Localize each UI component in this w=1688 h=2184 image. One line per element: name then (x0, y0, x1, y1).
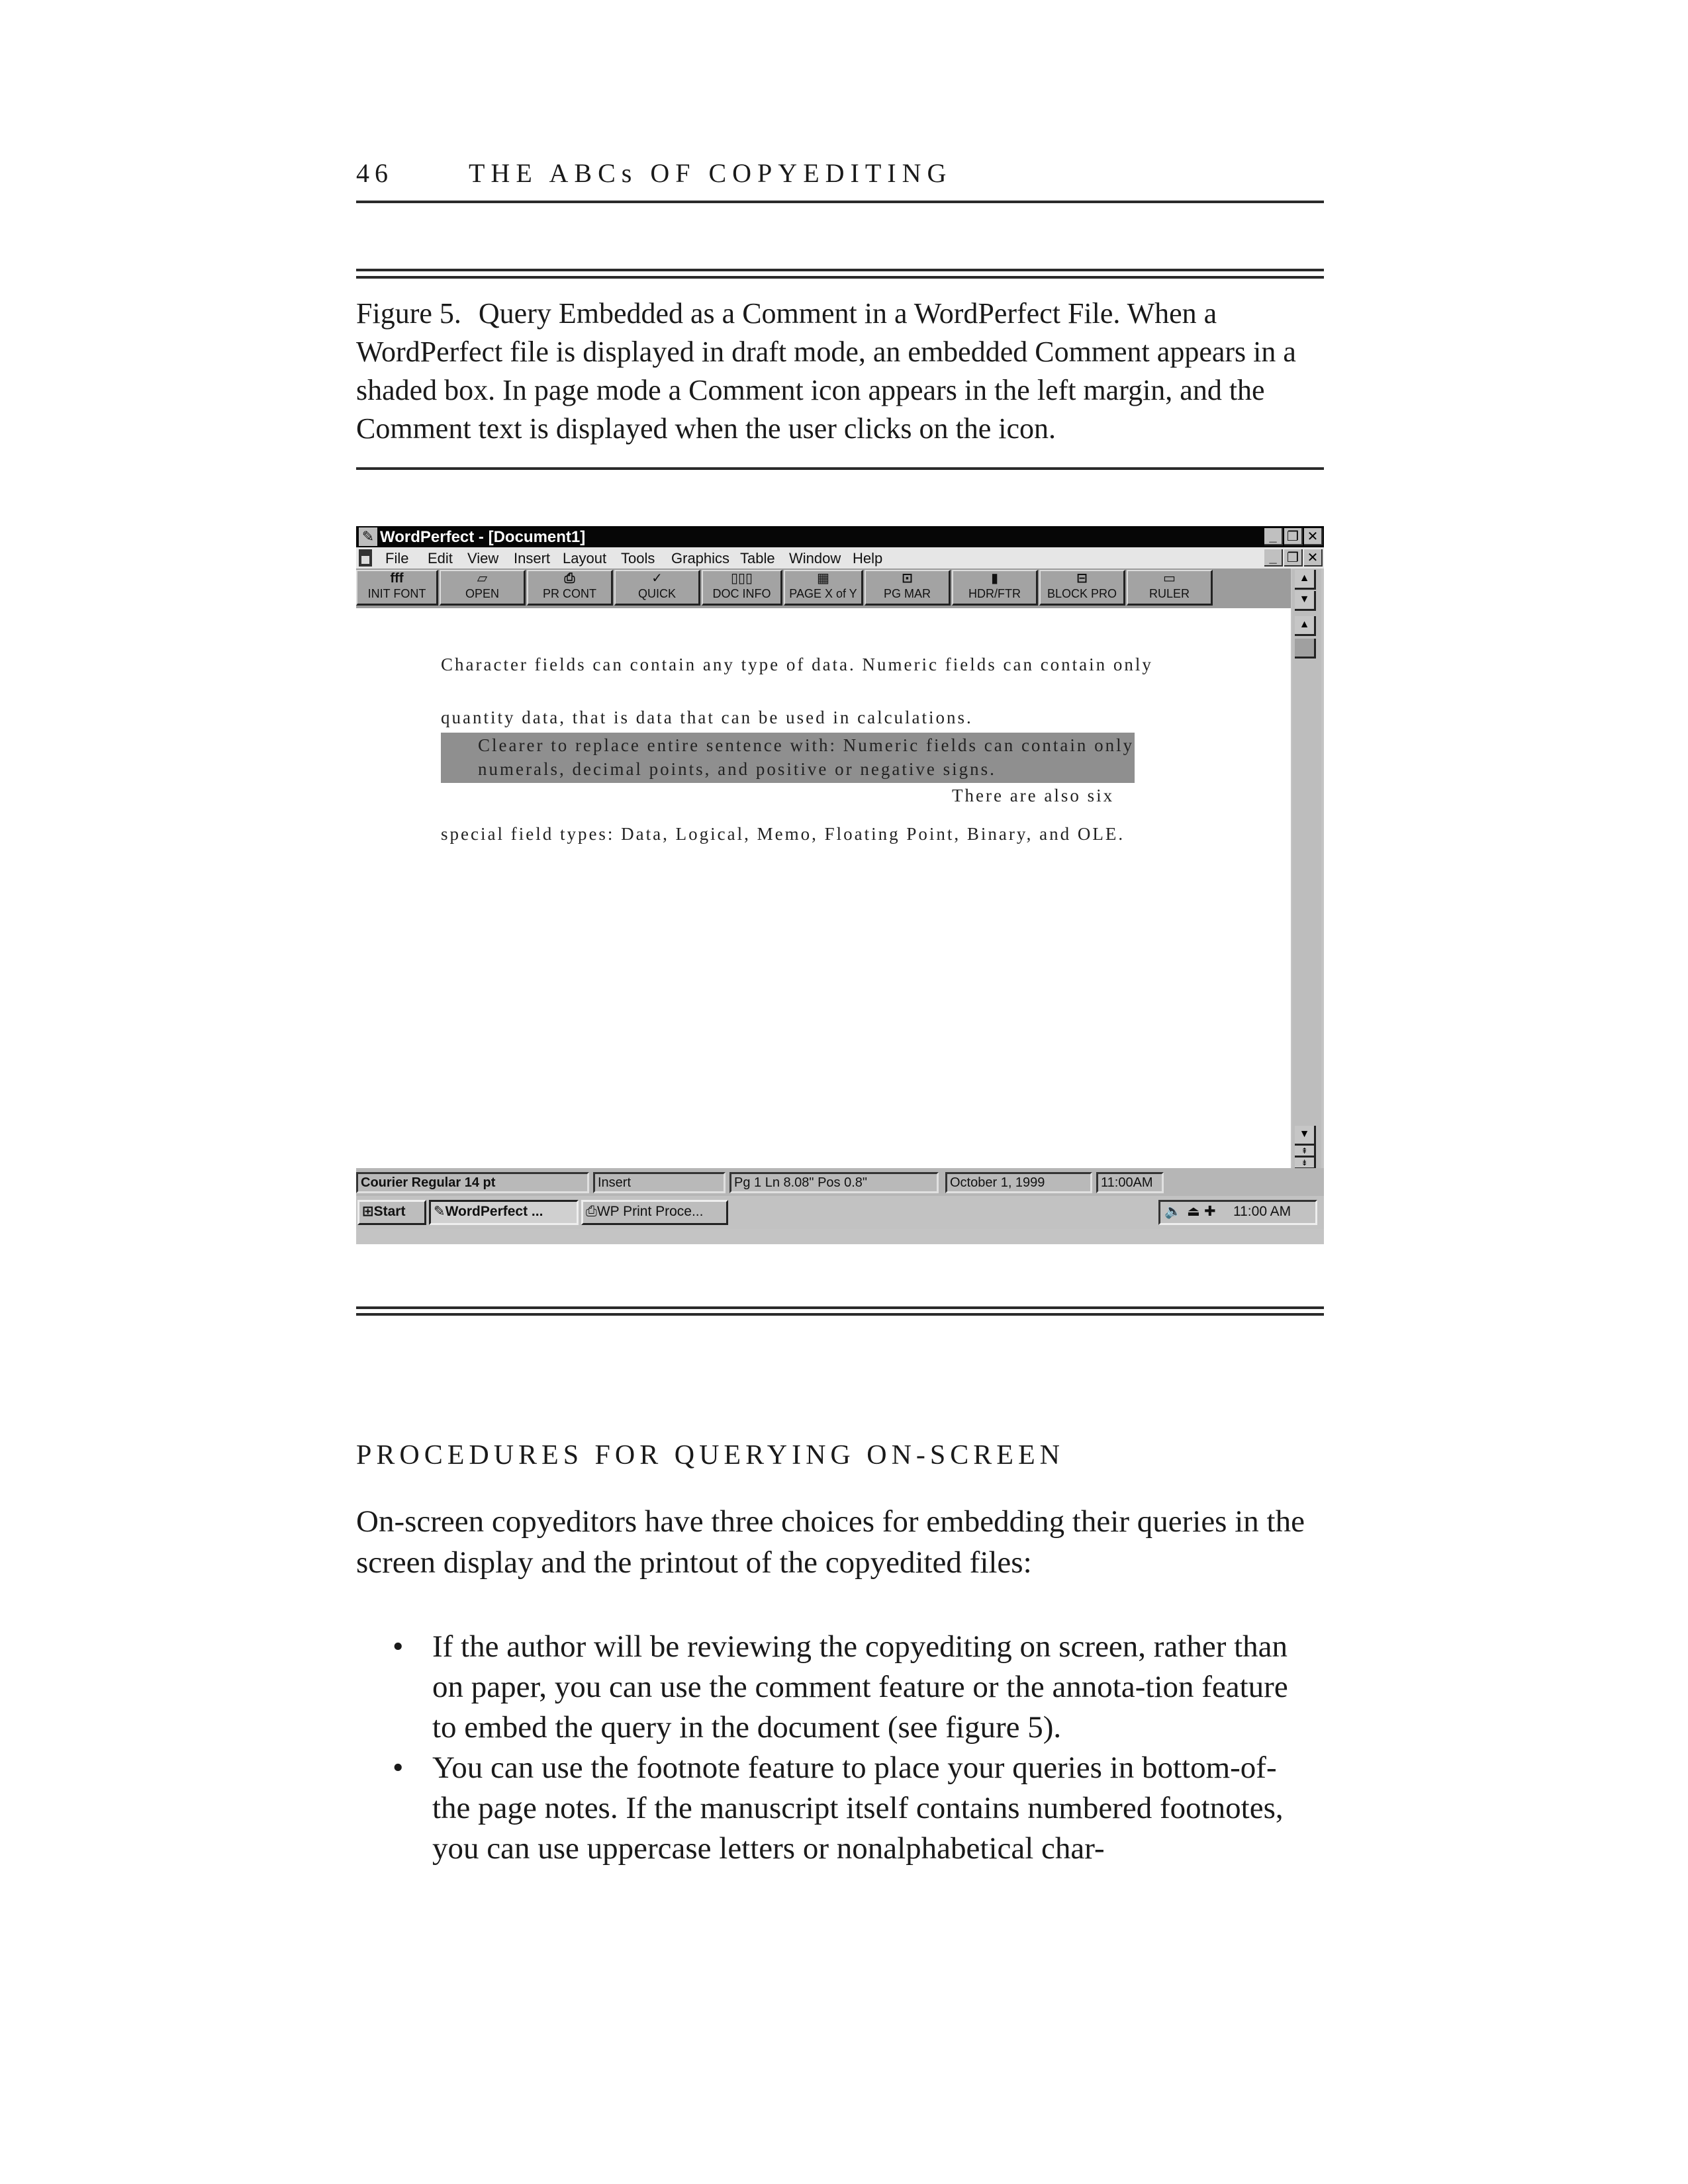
toolbar-scroll-down-button[interactable]: ▼ (1295, 591, 1316, 611)
button-label: HDR/FTR (968, 587, 1021, 600)
page-x-of-y-button[interactable] (784, 570, 863, 606)
status-bar (356, 1168, 1324, 1196)
menu-graphics[interactable]: Graphics (671, 550, 730, 567)
wordperfect-app-icon: ✎ (359, 527, 377, 546)
taskbar-wordperfect[interactable] (429, 1200, 579, 1225)
restore-button[interactable]: ❐ (1284, 528, 1303, 545)
figure-bottom-rule-2 (356, 1313, 1324, 1316)
wordperfect-window (356, 526, 1324, 1244)
doc-minimize-button[interactable]: _ (1264, 549, 1283, 567)
hdr-ftr-button[interactable] (952, 570, 1038, 606)
columns-icon: ▯▯▯ (730, 571, 753, 586)
menu-edit[interactable]: Edit (428, 550, 453, 567)
button-label: PR CONT (543, 587, 596, 600)
menu-file[interactable]: File (385, 550, 409, 567)
task-label: WP Print Proce... (596, 1204, 704, 1219)
start-label: Start (373, 1204, 406, 1219)
document-area[interactable] (356, 608, 1291, 1168)
menu-help[interactable]: Help (853, 550, 883, 567)
header-footer-icon: ▮ (990, 571, 998, 586)
page-margins-icon: ⊡ (902, 571, 913, 586)
quickcorrect-icon: ✓ (651, 571, 663, 586)
status-date[interactable]: October 1, 1999 (945, 1172, 1092, 1193)
page-number: 46 (356, 158, 393, 188)
wordperfect-app-icon: ✎ (434, 1204, 445, 1219)
bullet-list (356, 1627, 1329, 1869)
tray-clock[interactable]: 11:00 AM (1233, 1204, 1291, 1219)
document-line: quantity data, that is data that can be used in calculations. (441, 707, 973, 727)
list-item-text: If the author will be reviewing the copyediting on screen, rather than on paper, you can use the comment feature or the annota-tion feature to embed the query in the document (see figure 5). (432, 1629, 1288, 1745)
button-label: RULER (1149, 587, 1190, 600)
comment-text: Clearer to replace entire sentence with: Numeric fields can contain only (478, 735, 1135, 755)
windows-taskbar (356, 1196, 1324, 1229)
menu-tools[interactable]: Tools (621, 550, 655, 567)
figure-caption-text: Query Embedded as a Comment in a WordPerfect File. When a WordPerfect file is displayed in draft mode, an embedded Comment appears in a shaded box. In page mode a Comment icon appears in the left margin, and the Comment text is displayed when the user clicks on the icon. (356, 297, 1296, 445)
figure-top-rule-1 (356, 269, 1324, 271)
comment-box[interactable] (441, 733, 1135, 783)
ruler-icon: ▭ (1163, 571, 1176, 586)
pr-cont-button[interactable] (527, 570, 613, 606)
section-heading: PROCEDURES FOR QUERYING ON-SCREEN (356, 1440, 1064, 1471)
network-icon[interactable]: ✚ (1204, 1204, 1216, 1219)
bullet-icon: • (393, 1751, 404, 1785)
close-button[interactable]: ✕ (1304, 528, 1323, 545)
init-font-button[interactable] (356, 570, 438, 606)
button-bar (356, 569, 1291, 611)
task-label: WordPerfect ... (445, 1204, 543, 1219)
figure-caption (356, 295, 1324, 448)
document-line: Character fields can contain any type of data. Numeric fields can contain only (441, 655, 1153, 674)
button-label: BLOCK PRO (1047, 587, 1117, 600)
ruler-button[interactable] (1127, 570, 1213, 606)
figure-top-rule-2 (356, 276, 1324, 279)
figure-bottom-rule-1 (356, 1306, 1324, 1309)
printer-icon: ⎙ (564, 571, 575, 586)
menu-layout[interactable]: Layout (563, 550, 607, 567)
quick-button[interactable] (614, 570, 700, 606)
button-label: PG MAR (883, 587, 931, 600)
comment-text: numerals, decimal points, and positive or negative signs. (478, 759, 996, 779)
status-time[interactable]: 11:00AM (1096, 1172, 1164, 1193)
printer-icon: ⎙ (586, 1204, 597, 1219)
button-label: INIT FONT (367, 587, 426, 600)
doc-restore-button[interactable]: ❐ (1284, 549, 1303, 567)
menu-window[interactable]: Window (789, 550, 841, 567)
font-icon: fff (390, 571, 404, 586)
running-title: THE ABCs OF COPYEDITING (469, 158, 953, 188)
document-icon[interactable] (359, 549, 372, 567)
previous-page-button[interactable]: ⇞ (1295, 1146, 1316, 1158)
volume-icon[interactable]: 🔈 (1164, 1204, 1182, 1219)
document-line: special field types: Data, Logical, Memo, Floating Point, Binary, and OLE. (441, 824, 1125, 844)
list-item-text: You can use the footnote feature to place your queries in bottom-of-the page notes. If the manuscript itself contains numbered footnotes, you can use uppercase letters or nonalphabetical char- (432, 1751, 1284, 1866)
block-pro-button[interactable] (1039, 570, 1125, 606)
button-label: QUICK (637, 587, 676, 600)
windows-logo-icon: ⊞ (362, 1204, 374, 1219)
status-mode[interactable]: Insert (593, 1172, 726, 1193)
scroll-thumb[interactable] (1295, 639, 1316, 659)
figure-label: Figure 5. (356, 297, 461, 330)
vertical-scrollbar[interactable] (1292, 569, 1321, 1168)
list-item (356, 1748, 1313, 1869)
next-page-button[interactable]: ⇟ (1295, 1158, 1316, 1169)
button-label: PAGE X of Y (789, 587, 857, 600)
caption-bottom-rule (356, 467, 1324, 470)
running-head (356, 158, 1324, 188)
list-item (356, 1627, 1313, 1748)
bullet-icon: • (393, 1629, 404, 1664)
system-tray (1158, 1200, 1317, 1225)
menu-view[interactable]: View (467, 550, 499, 567)
folder-open-icon: ▱ (477, 571, 488, 586)
status-position[interactable]: Pg 1 Ln 8.08" Pos 0.8" (729, 1172, 939, 1193)
pg-mar-button[interactable] (865, 570, 951, 606)
doc-close-button[interactable]: ✕ (1304, 549, 1323, 567)
button-label: OPEN (465, 587, 499, 600)
taskbar-wp-print-process[interactable] (581, 1200, 728, 1225)
status-font[interactable]: Courier Regular 14 pt (356, 1172, 589, 1193)
button-label: DOC INFO (712, 587, 771, 600)
open-button[interactable] (440, 570, 526, 606)
menu-table[interactable]: Table (740, 550, 775, 567)
toolbar-scroll-up-button[interactable]: ▲ (1295, 570, 1316, 590)
eject-icon[interactable]: ⏏ (1187, 1204, 1200, 1219)
start-button[interactable] (357, 1200, 426, 1225)
block-protect-icon: ⊟ (1076, 571, 1088, 586)
menu-insert[interactable]: Insert (514, 550, 551, 567)
menu-bar (356, 547, 1324, 569)
page-number-icon: ▦ (817, 571, 829, 586)
minimize-button[interactable]: _ (1264, 528, 1283, 545)
header-rule (356, 201, 1324, 203)
window-title: WordPerfect - [Document1] (380, 528, 586, 546)
doc-info-button[interactable] (702, 570, 782, 606)
scroll-up-button[interactable]: ▲ (1295, 616, 1316, 636)
scroll-down-button[interactable]: ▼ (1295, 1126, 1316, 1146)
document-line: There are also six (952, 786, 1115, 805)
intro-paragraph: On-screen copyeditors have three choices for embedding their queries in the screen display and the printout of the copyedited files: (356, 1504, 1305, 1580)
title-bar[interactable] (356, 526, 1324, 547)
